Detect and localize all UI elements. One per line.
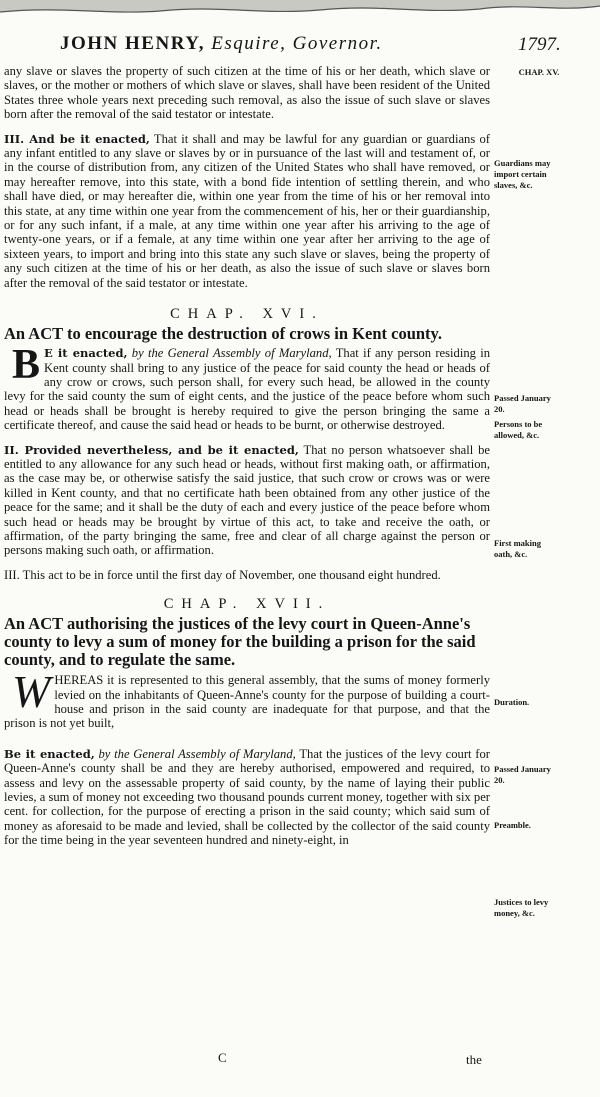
torn-page-edge bbox=[0, 0, 600, 20]
margin-note-oath: First making oath, &c. bbox=[494, 538, 541, 559]
preamble-paragraph: WHEREAS it is represented to this general assembly, that the sums of money formerly levied on the inhabitants of Queen-Anne's county for the purpose of building a court-house and prison in the said county are inadequate for that purpose, and that the prison is not yet built, bbox=[4, 666, 490, 731]
section-ii-proviso: II. Provided nevertheless, and be it enacted, That no person whatsoever shall be entitled to any allowance for any such head or heads, without first making oath, or affirmation, as the case may be, or otherwise satisfy the said justice, that such crow or crows was or were killed in Kent county, and that no certificate hath been obtained from any other justice of the peace for the same; and it shall be the duty of each and every justice of the peace before whom such head or heads may be brought by virtue of this act, to take and receive the oath, or affirmation, of the party bringing the same, free and clear of all charge against the person or persons making such oath, or affirmation. bbox=[4, 442, 491, 558]
chapter-xvii-heading: CHAP. XVII. bbox=[163, 596, 331, 613]
page-year: 1797. bbox=[518, 34, 561, 55]
chapter-xvi-heading: CHAP. XVI. bbox=[170, 306, 324, 323]
margin-note-passed-1: Passed January 20. bbox=[494, 393, 551, 414]
margin-note-persons: Persons to be allowed, &c. bbox=[494, 419, 543, 440]
section-iii-duration: III. This act to be in force until the first day of November, one thousand eight hundred. bbox=[4, 567, 441, 582]
margin-note-chap-xv: CHAP. XV. bbox=[518, 67, 560, 77]
margin-note-preamble: Preamble. bbox=[494, 820, 531, 830]
section-enacting-prison: Be it enacted, by the General Assembly of Maryland, That the justices of the levy court for Queen-Anne's county shall be and they are hereby authorised, empowered and required, to assess and levy on the assessable property of said county, by the name of laying their public levies, a sum of money not exceeding two thousand pounds current money, together with six per cent. for collection, for the purpose of erecting a prison in the said county; which said sum of money as aforesaid to be made and levied, shall be collected by the collector of the said county for the time being in the year seventeen hundred and ninety-eight, in bbox=[4, 746, 490, 848]
margin-note-passed-2: Passed January 20. bbox=[494, 764, 551, 785]
signature-mark: C bbox=[218, 1050, 227, 1065]
drop-cap-b: B bbox=[12, 342, 41, 389]
act-title-prison: An ACT authorising the justices of the levy court in Queen-Anne's county to levy a sum of money for the building a prison for the said county, and to regulate the same. bbox=[4, 614, 476, 670]
page-header bbox=[0, 33, 600, 57]
drop-cap-w: W bbox=[12, 666, 51, 718]
act-title-crows: An ACT to encourage the destruction of crows in Kent county. bbox=[4, 324, 443, 344]
section-iii-guardians: III. And be it enacted, That it shall and may be lawful for any guardian or guardians of any infant entitled to any slave or slaves by or in pursuance of the last will and testament of, or in the course of distribution from, any citizen of the United States who shall have removed, or may hereafter remove, into this state, with a bond fide intention of settling therein, and who shall have died, or may hereafter die, within one year from the time of his or her removal into this state, at any time within one year from the commencement of his, her or their guardianship, or for any such infant, if a male, at any time within one year after his arriving to the age of twenty-one years, or if a female, at any time within one year after her arriving to the age of sixteen years, to import and bring into this state any such slave or slaves, being the property of any such citizen at the time of his or her death, as also the issue of such slave or slaves born after the removal of the said testator or intestate. bbox=[4, 131, 491, 290]
margin-note-justices: Justices to levy money, &c. bbox=[494, 897, 549, 918]
margin-note-guardians: Guardians may import certain slaves, &c. bbox=[494, 158, 551, 190]
paragraph-continuation: any slave or slaves the property of such citizen at the time of his or her death, which slave or slaves, or the mother or mothers of which slave or slaves, shall have been resident of the United States three whole years next preceding such removal, as also the issue of such slave or slaves born after the removal of the said testator or intestate. bbox=[4, 64, 490, 122]
section-enacting-crows: B E it enacted, by the General Assembly of Maryland, That if any person residing in Kent county shall bring to any justice of the peace for said county the head or heads of any crow or crows, such person shall, for every such head, be allowed in the county levy for the said county the sum of eight cents, and the justice of the peace before whom such head or heads shall be brought is hereby required to give the person bringing the same a certificate thereof, and cause the said head or heads to be burnt, or otherwise destroyed. bbox=[4, 342, 490, 433]
running-title: JOHN HENRY, Esquire, Governor. bbox=[60, 33, 383, 54]
margin-note-duration: Duration. bbox=[494, 697, 530, 707]
main-text bbox=[4, 64, 490, 848]
catchword: the bbox=[466, 1052, 482, 1067]
